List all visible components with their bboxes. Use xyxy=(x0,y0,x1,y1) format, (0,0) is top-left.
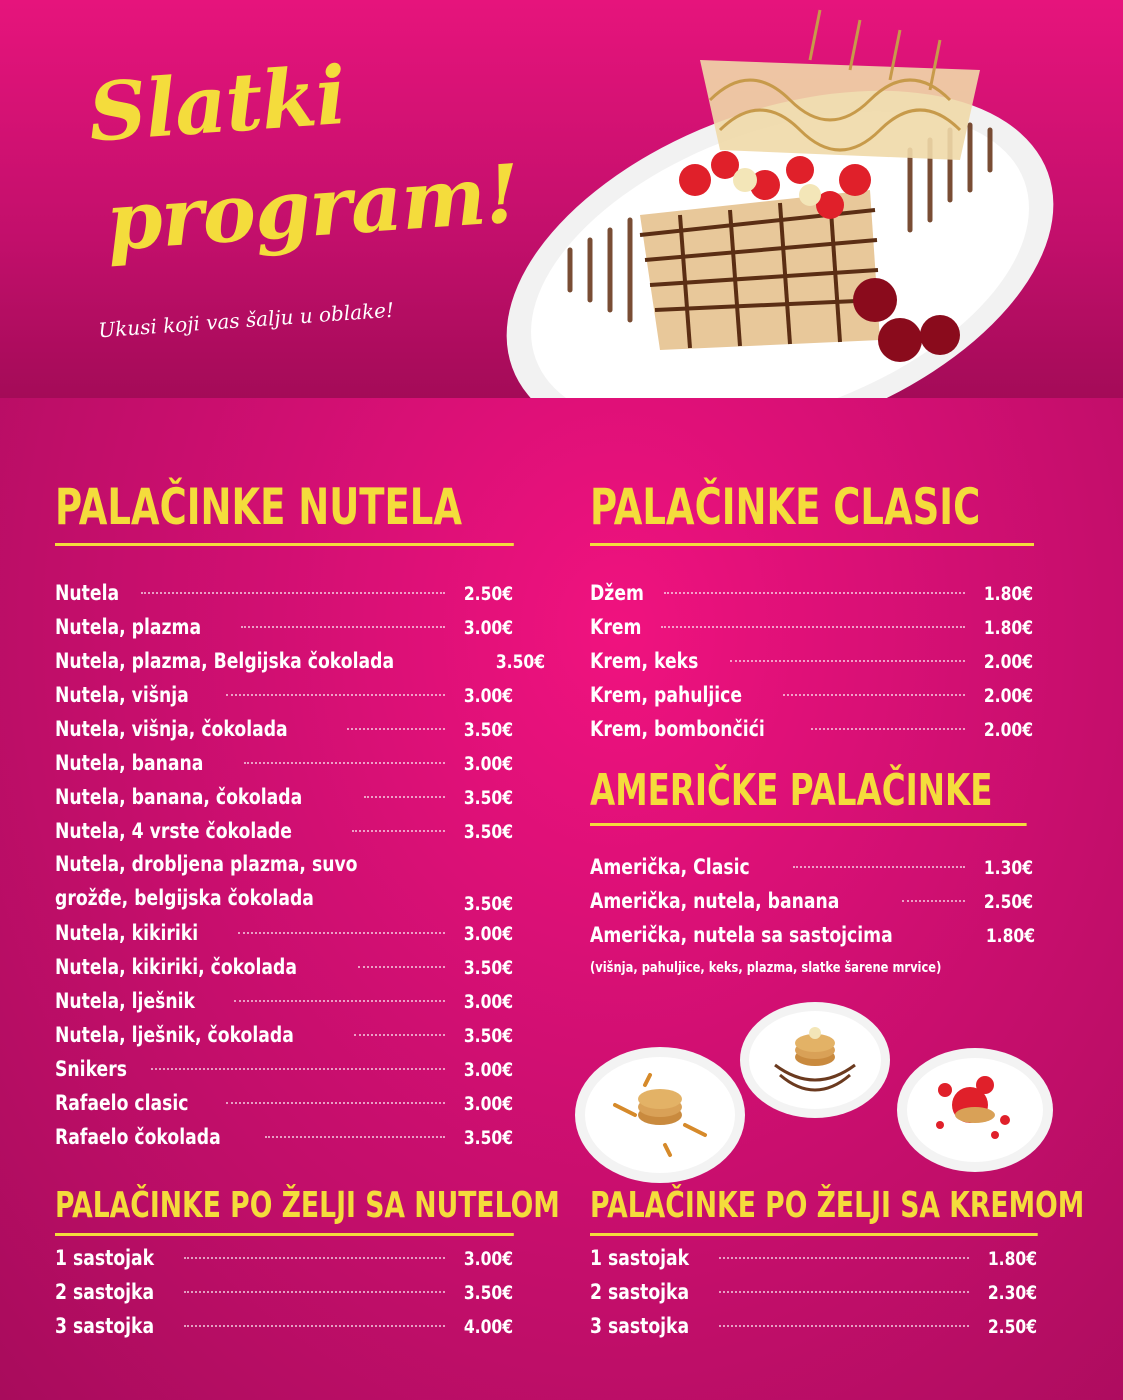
section-underline xyxy=(590,823,1027,826)
dot-leader xyxy=(238,932,445,934)
item-name: Nutela, višnja, čokolada xyxy=(55,717,288,741)
dot-leader xyxy=(719,1257,969,1259)
item-price: 3.50€ xyxy=(495,651,545,673)
section-title-clasic xyxy=(590,478,980,536)
item-price: 2.30€ xyxy=(987,1282,1037,1304)
hero-title-line1: Slatki xyxy=(85,48,349,160)
menu-item xyxy=(55,683,513,717)
item-price: 3.50€ xyxy=(463,1127,513,1149)
item-price: 2.00€ xyxy=(983,719,1033,741)
item-price: 2.50€ xyxy=(987,1316,1037,1338)
item-name: Nutela, banana, čokolada xyxy=(55,785,303,809)
menu-item xyxy=(590,615,1033,649)
item-name: Nutela, kikiriki, čokolada xyxy=(55,955,297,979)
menu-item xyxy=(55,1091,513,1125)
item-price: 3.00€ xyxy=(463,753,513,775)
item-name: Rafaelo čokolada xyxy=(55,1125,221,1149)
item-price: 3.50€ xyxy=(463,957,513,979)
pancake-plates-image xyxy=(575,995,1055,1185)
item-name: Nutela, banana xyxy=(55,751,204,775)
item-name: Nutela, lješnik xyxy=(55,989,195,1013)
menu-item xyxy=(55,581,513,615)
dot-leader xyxy=(141,592,445,594)
menu-item xyxy=(55,921,513,955)
section-title-po-zelji-krem xyxy=(590,1185,1084,1226)
item-price: 1.80€ xyxy=(983,583,1033,605)
section-title-po-zelji-nutela-text: PALAČINKE PO ŽELJI SA NUTELOM xyxy=(55,1185,560,1226)
americke-list xyxy=(590,855,1036,957)
section-title-nutela xyxy=(55,478,462,536)
clasic-list xyxy=(590,581,1033,751)
crepe-plate-image xyxy=(490,0,1123,398)
dot-leader xyxy=(902,900,965,902)
item-price: 1.80€ xyxy=(986,925,1036,947)
menu-item xyxy=(55,615,513,649)
section-title-americke-text: AMERIČKE PALAČINKE xyxy=(590,765,993,816)
menu-item xyxy=(590,1314,1037,1348)
menu-item xyxy=(55,1023,513,1057)
dot-leader xyxy=(354,1034,445,1036)
dot-leader xyxy=(184,1325,445,1327)
item-price: 3.50€ xyxy=(463,893,513,915)
menu-item xyxy=(590,1280,1037,1314)
item-name: Nutela, višnja xyxy=(55,683,189,707)
dot-leader xyxy=(184,1257,445,1259)
item-name: 3 sastojka xyxy=(590,1314,690,1338)
item-name: 2 sastojka xyxy=(55,1280,155,1304)
nutela-list xyxy=(55,581,545,1159)
menu-item xyxy=(55,1246,513,1280)
dot-leader xyxy=(347,728,445,730)
menu-item xyxy=(55,955,513,989)
item-price: 2.50€ xyxy=(983,891,1033,913)
item-name: Rafaelo clasic xyxy=(55,1091,189,1115)
dot-leader xyxy=(352,830,445,832)
menu-item xyxy=(55,717,513,751)
po-zelji-krem-list xyxy=(590,1246,1037,1348)
item-price: 3.50€ xyxy=(463,719,513,741)
section-underline xyxy=(55,1233,514,1236)
dot-leader xyxy=(234,1000,445,1002)
item-price: 2.00€ xyxy=(983,651,1033,673)
item-name: Nutela, 4 vrste čokolade xyxy=(55,819,292,843)
item-price: 3.00€ xyxy=(463,1059,513,1081)
item-price: 4.00€ xyxy=(463,1316,513,1338)
menu-item xyxy=(55,751,513,785)
item-name: Nutela, kikiriki xyxy=(55,921,199,945)
menu-item xyxy=(55,853,513,921)
item-name: Nutela xyxy=(55,581,120,605)
item-price: 3.50€ xyxy=(463,787,513,809)
dot-leader xyxy=(184,1291,445,1293)
americke-note: (višnja, pahuljice, keks, plazma, slatke šarene mrvice) xyxy=(590,960,942,976)
dot-leader xyxy=(226,694,445,696)
dot-leader xyxy=(811,728,965,730)
section-title-clasic-text: PALAČINKE CLASIC xyxy=(590,478,981,536)
menu-item xyxy=(55,1314,513,1348)
item-price: 3.00€ xyxy=(463,685,513,707)
item-name: Krem xyxy=(590,615,642,639)
dot-leader xyxy=(719,1325,969,1327)
item-name: 3 sastojka xyxy=(55,1314,155,1338)
menu-item xyxy=(590,581,1033,615)
item-name: Nutela, plazma xyxy=(55,615,202,639)
item-name: Krem, pahuljice xyxy=(590,683,743,707)
menu-item xyxy=(590,717,1033,751)
menu-item xyxy=(55,1057,513,1091)
dot-leader xyxy=(364,796,444,798)
hero-tagline: Ukusi koji vas šalju u oblake! xyxy=(97,297,395,343)
dot-leader xyxy=(244,762,445,764)
menu-item xyxy=(55,785,513,819)
item-price: 1.30€ xyxy=(983,857,1033,879)
item-price: 2.50€ xyxy=(463,583,513,605)
item-price: 2.00€ xyxy=(983,685,1033,707)
dot-leader xyxy=(719,1291,969,1293)
section-underline xyxy=(55,543,514,546)
menu-item xyxy=(590,1246,1037,1280)
menu-item xyxy=(590,649,1033,683)
item-price: 1.80€ xyxy=(983,617,1033,639)
dot-leader xyxy=(241,626,445,628)
item-name: Nutela, lješnik, čokolada xyxy=(55,1023,294,1047)
dot-leader xyxy=(226,1102,445,1104)
menu-item xyxy=(55,649,545,683)
item-price: 3.50€ xyxy=(463,1282,513,1304)
item-price: 3.00€ xyxy=(463,1093,513,1115)
item-price: 3.00€ xyxy=(463,923,513,945)
item-name: Krem, bombončići xyxy=(590,717,765,741)
section-title-po-zelji-krem-text: PALAČINKE PO ŽELJI SA KREMOM xyxy=(590,1185,1085,1226)
section-title-nutela-text: PALAČINKE NUTELA xyxy=(55,478,463,536)
item-price: 3.00€ xyxy=(463,991,513,1013)
hero-title xyxy=(85,29,522,278)
item-name: Džem xyxy=(590,581,644,605)
menu-item xyxy=(55,1125,513,1159)
hero-title-line2: program! xyxy=(103,146,522,269)
dot-leader xyxy=(783,694,964,696)
item-name: Snikers xyxy=(55,1057,127,1081)
section-title-po-zelji-nutela xyxy=(55,1185,560,1226)
section-title-americke xyxy=(590,765,992,816)
item-price: 3.00€ xyxy=(463,617,513,639)
dot-leader xyxy=(358,966,445,968)
dot-leader xyxy=(730,660,965,662)
menu-item xyxy=(590,889,1033,923)
section-underline xyxy=(590,543,1034,546)
item-name: 1 sastojak xyxy=(55,1246,155,1270)
po-zelji-nutela-list xyxy=(55,1246,513,1348)
item-name: 1 sastojak xyxy=(590,1246,690,1270)
item-name: Nutela, plazma, Belgijska čokolada xyxy=(55,649,395,673)
dot-leader xyxy=(664,592,965,594)
item-name: Nutela, drobljena plazma, suvo grožđe, belgijska čokolada xyxy=(55,852,358,910)
item-name: Američka, nutela sa sastojcima xyxy=(590,923,893,947)
menu-item xyxy=(590,923,1036,957)
menu-item xyxy=(55,989,513,1023)
item-price: 3.00€ xyxy=(463,1248,513,1270)
section-underline xyxy=(590,1233,1038,1236)
item-price: 3.50€ xyxy=(463,1025,513,1047)
item-name: Krem, keks xyxy=(590,649,699,673)
dot-leader xyxy=(151,1068,445,1070)
item-name: Američka, Clasic xyxy=(590,855,750,879)
menu-item xyxy=(590,855,1033,889)
dot-leader xyxy=(265,1136,445,1138)
item-name: Američka, nutela, banana xyxy=(590,889,840,913)
menu-item xyxy=(590,683,1033,717)
menu-item xyxy=(55,1280,513,1314)
hero-banner xyxy=(0,0,1123,398)
item-price: 3.50€ xyxy=(463,821,513,843)
dot-leader xyxy=(793,866,965,868)
item-price: 1.80€ xyxy=(987,1248,1037,1270)
item-name: 2 sastojka xyxy=(590,1280,690,1304)
dot-leader xyxy=(661,626,965,628)
